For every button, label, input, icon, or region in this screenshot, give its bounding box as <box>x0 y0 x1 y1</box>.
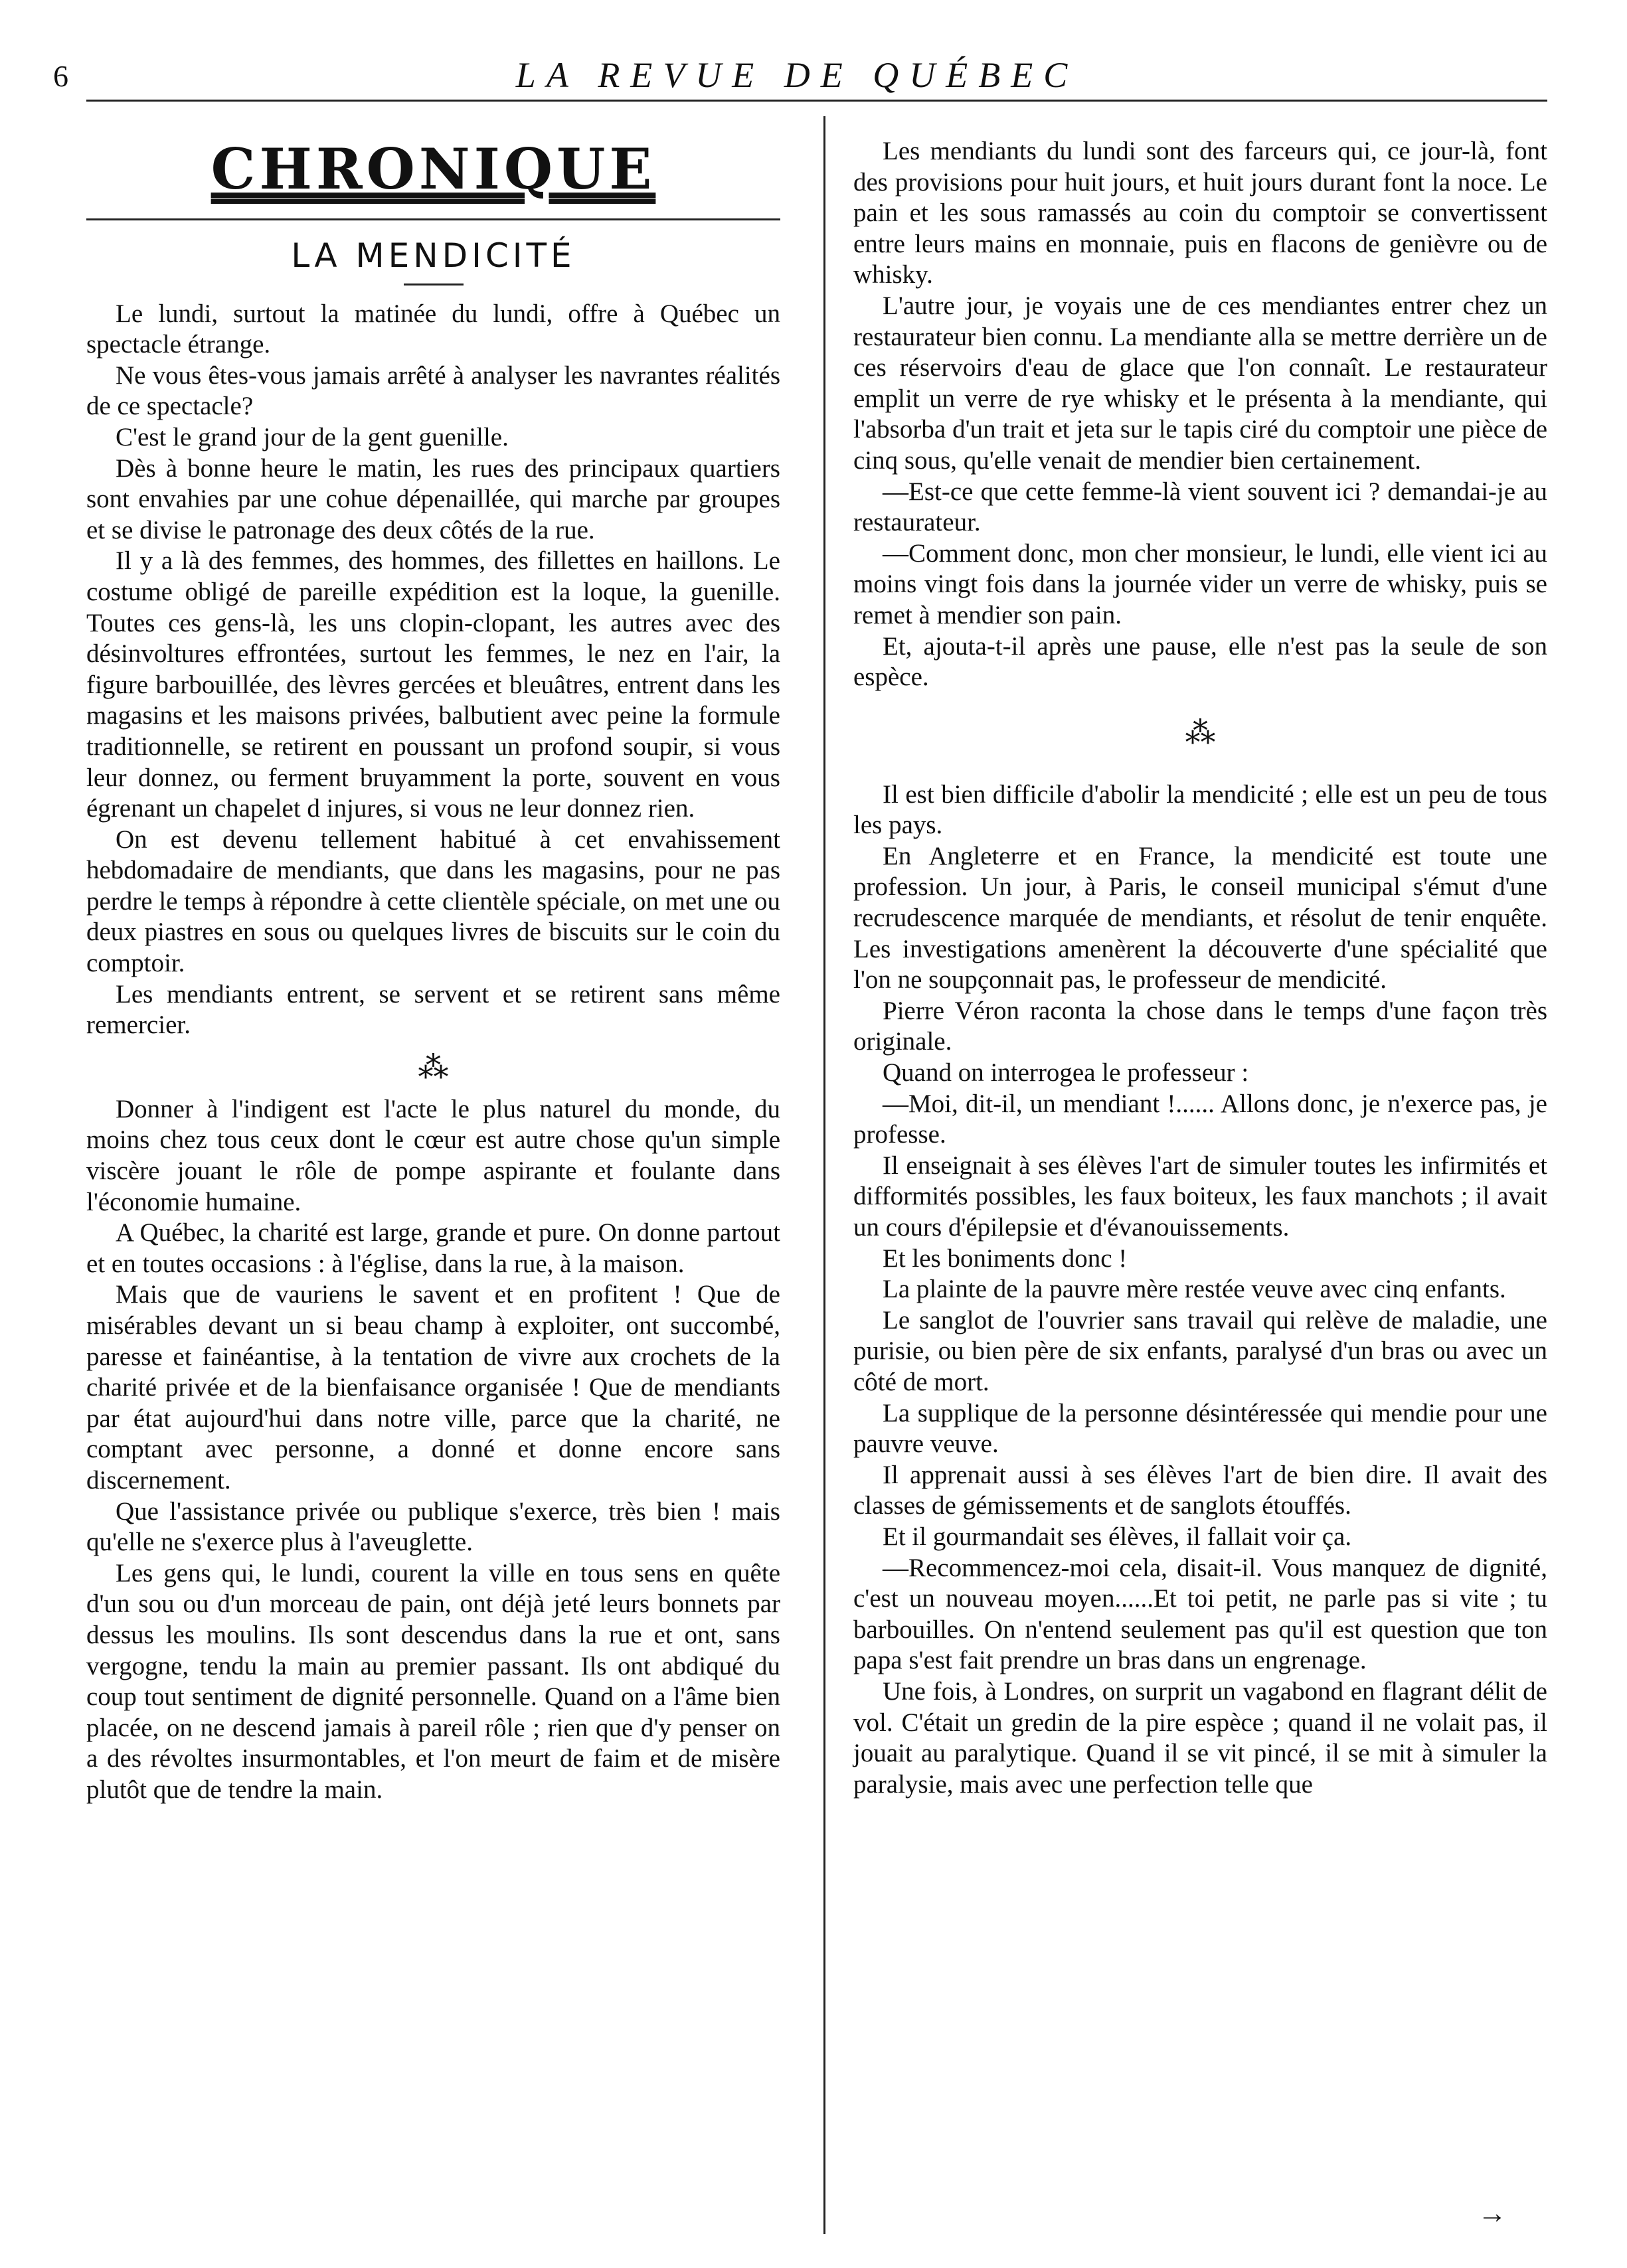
paragraph: Et les boniments donc ! <box>883 1244 1128 1273</box>
paragraph: —Est-ce que cette femme-là vient souvent ici ? demandai-je au restaurateur. <box>853 477 1547 537</box>
paragraph: C'est le grand jour de la gent guenille. <box>116 422 509 451</box>
paragraph: —Moi, dit-il, un mendiant !...... Allons donc, je n'exerce pas, je professe. <box>853 1089 1547 1149</box>
corner-mark: → <box>1478 2197 1507 2229</box>
paragraph: Pierre Véron raconta la chose dans le temps d'une façon très originale. <box>853 996 1547 1056</box>
paragraph: A Québec, la charité est large, grande et pure. On donne partout et en toutes occasions : à l'église, dans la rue, à la maison. <box>86 1218 780 1278</box>
paragraph: Mais que de vauriens le savent et en profitent ! Que de misérables devant un si beau champ à exploiter, ont succombé, paresse et fainéantise, à la tentation de vivre aux crochets de la charité privée et de la bienfaisance organisée ! Que de mendiants par état aujourd'hui dans notre ville, parce que la charité, ne comptant avec personne, a donné et donne encore sans discernement. <box>86 1280 780 1495</box>
paragraph: Les mendiants entrent, se servent et se retirent sans même remercier. <box>86 979 780 1040</box>
paragraph: En Angleterre et en France, la mendicité est toute une profession. Un jour, à Paris, le conseil municipal s'émut d'une recrudescence marquée de mendiants, et résolut de tenir enquête. Les investigations amenèrent la découverte d'une spécialité que l'on ne soupçonnait pas, le professeur de mendicité. <box>853 841 1547 995</box>
paragraph: Dès à bonne heure le matin, les rues des principaux quartiers sont envahies par une cohue dépenaillée, qui marche par groupes et se divise le patronage des deux côtés de la rue. <box>86 453 780 544</box>
paragraph: Les gens qui, le lundi, courent la ville en tous sens en quête d'un sou ou d'un morceau de pain, ont déjà jeté leurs bonnets par dessus les moulins. Ils sont descendus dans la rue et ont, sans vergogne, tendu la main au premier passant. Ils ont abdiqué du coup tout sentiment de dignité personnelle. Quand on a l'âme bien placée, on ne descend jamais à pareil rôle ; rien que d'y penser on a des révoltes insurmontables, et l'on meurt de faim et de misère plutôt que de tendre la main. <box>86 1558 780 1804</box>
header-rule <box>86 100 1547 102</box>
paragraph: Il y a là des femmes, des hommes, des fillettes en haillons. Le costume obligé de pareille expédition est la loque, la guenille. Toutes ces gens-là, les uns clopin-clopant, les autres avec des désinvoltures effrontées, surtout les femmes, le nez en l'air, la figure barbouillée, des lèvres gercées et bleuâtres, entrent dans les magasins et les maisons privées, balbutient avec peine la formule traditionnelle, se retirent en poussant un profond soupir, si vous leur donnez, ou ferment bruyamment la porte, souvent en vous égrenant un chapelet d injures, si vous ne leur donnez rien. <box>86 546 780 823</box>
title-rule <box>404 284 464 285</box>
paragraph: Et, ajouta-t-il après une pause, elle n'est pas la seule de son espèce. <box>853 631 1547 692</box>
chronique-heading: CHRONIQUE <box>211 136 656 202</box>
paragraph: Le lundi, surtout la matinée du lundi, offre à Québec un spectacle étrange. <box>86 299 780 359</box>
paragraph: La supplique de la personne désintéressée qui mendie pour une pauvre veuve. <box>853 1398 1547 1459</box>
paragraph: La plainte de la pauvre mère restée veuve avec cinq enfants. <box>883 1275 1506 1304</box>
paragraph: Et il gourmandait ses élèves, il fallait voir ça. <box>883 1522 1352 1551</box>
paragraph: Les mendiants du lundi sont des farceurs qui, ce jour-là, font des provisions pour huit jours, et huit jours durant font la noce. Le pain et les sous ramassés au coin du comptoir se convertissent entre leurs mains en monnaie, puis en flacons de genièvre ou de whisky. <box>853 137 1547 289</box>
paragraph: Ne vous êtes-vous jamais arrêté à analyser les navrantes réalités de ce spectacle? <box>86 361 780 421</box>
heading-rule <box>86 218 780 220</box>
paragraph: Que l'assistance privée ou publique s'exerce, très bien ! mais qu'elle ne s'exerce plus à l'aveuglette. <box>86 1497 780 1557</box>
paragraph: L'autre jour, je voyais une de ces mendiantes entrer chez un restaurateur bien connu. La mendiante alla se mettre derrière un de ces réservoirs d'eau de glace que l'on connaît. Le restaurateur emplit un verre de rye whisky et le présenta à la mendiante, qui l'absorba d'un trait et jeta sur le tapis ciré du comptoir une pièce de cinq sous, qu'elle venait de mendier bien certainement. <box>853 291 1547 475</box>
paragraph: Donner à l'indigent est l'acte le plus naturel du monde, du moins chez tous ceux dont le cœur est autre chose qu'un simple viscère jouant le rôle de pompe aspirante et foulante dans l'économie humaine. <box>86 1094 780 1216</box>
column-divider <box>823 116 825 2234</box>
paragraph: On est devenu tellement habitué à cet envahissement hebdomadaire de mendiants, que dans les magasins, pour ne pas perdre le temps à répondre à cette clientèle spéciale, on met une ou deux piastres en sous ou quelques livres de biscuits sur le coin du comptoir. <box>86 825 780 978</box>
page-number: 6 <box>53 59 68 93</box>
paragraph: Il enseignait à ses élèves l'art de simuler toutes les infirmités et difformités possibles, les faux boiteux, les faux manchots ; il avait un cours d'épilepsie et d'évanouissements. <box>853 1151 1547 1242</box>
section-title: LA MENDICITÉ <box>291 236 576 275</box>
paragraph: Quand on interrogea le professeur : <box>883 1058 1249 1088</box>
paragraph: —Comment donc, mon cher monsieur, le lundi, elle vient ici au moins vingt fois dans la journée vider un verre de whisky, puis se remet à mendier son pain. <box>853 538 1547 629</box>
asterism-divider: ⁂ <box>1185 715 1216 750</box>
paragraph: Le sanglot de l'ouvrier sans travail qui relève de maladie, une purisie, ou bien père de six enfants, paralysé d'un bras ou avec un côté de mort. <box>853 1305 1547 1396</box>
paragraph: —Recommencez-moi cela, disait-il. Vous manquez de dignité, c'est un nouveau moyen......Et toi petit, ne parle pas si vite ; tu barbouilles. On n'entend seulement pas qu'il est question que ton papa s'est fait prendre un bras dans un engrenage. <box>853 1553 1547 1675</box>
running-title: LA REVUE DE QUÉBEC <box>515 55 1078 95</box>
page-header <box>46 46 1547 100</box>
paragraph: Il est bien difficile d'abolir la mendicité ; elle est un peu de tous les pays. <box>853 779 1547 840</box>
paragraph: Une fois, à Londres, on surprit un vagabond en flagrant délit de vol. C'était un gredin de la pire espèce ; quand il ne volait pas, il jouait au paralytique. Quand il se vit pincé, il se mit à simuler la paralysie, mais avec une perfection telle que <box>853 1676 1547 1799</box>
right-column <box>853 136 1547 1800</box>
paragraph: Il apprenait aussi à ses élèves l'art de bien dire. Il avait des classes de gémissements et de sanglots étouffés. <box>853 1460 1547 1520</box>
left-column <box>86 136 780 1806</box>
asterism-divider: ⁂ <box>418 1050 449 1084</box>
